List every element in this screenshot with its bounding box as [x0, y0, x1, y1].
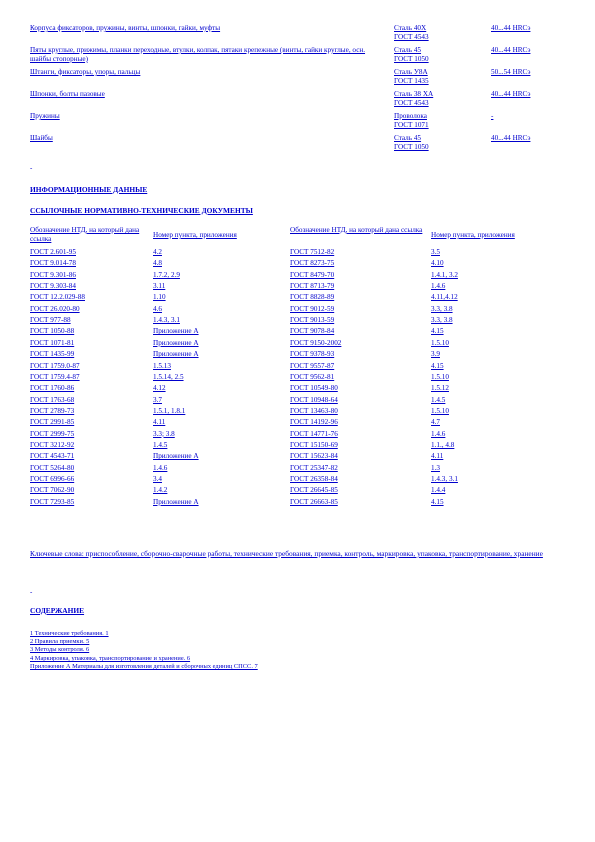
ref-item-link[interactable]: 4.8 [153, 259, 162, 268]
ref-doc-link[interactable]: ГОСТ 9078-84 [290, 327, 335, 336]
material-hardness[interactable]: 40...44 HRCэ [491, 24, 531, 32]
material-steel[interactable]: Сталь У8А [394, 68, 428, 76]
ref-item-link[interactable]: 4.11,4.12 [431, 293, 458, 302]
material-gost[interactable]: ГОСТ 1071 [394, 121, 429, 129]
ref-item-link[interactable]: 3.11 [153, 282, 166, 291]
material-steel[interactable]: Сталь 45 [394, 134, 422, 142]
info-title[interactable]: ИНФОРМАЦИОННЫЕ ДАННЫЕ [30, 185, 148, 194]
ref-doc-link[interactable]: ГОСТ 9562-81 [290, 372, 335, 381]
ref-doc-link[interactable]: ГОСТ 1435-99 [30, 350, 75, 359]
ref-doc-link[interactable]: ГОСТ 9378-93 [290, 350, 335, 359]
ref-item-link[interactable]: 4.11 [431, 452, 444, 461]
ref-item-link[interactable]: 1.4.6 [431, 282, 446, 291]
material-part[interactable]: Штанги, фиксаторы, упоры, пальцы [30, 68, 141, 76]
material-gost[interactable]: ГОСТ 4543 [394, 99, 429, 107]
ref-doc-link[interactable]: ГОСТ 8273-75 [290, 259, 335, 268]
ref-doc-link[interactable]: ГОСТ 1760-86 [30, 384, 75, 393]
ref-item-link[interactable]: 1.5.10 [431, 338, 449, 347]
bullet-marker: - [30, 164, 33, 172]
toc-item[interactable]: 4 Маркировка, упаковка, транспортирование и хранение. 6 [30, 655, 191, 662]
material-part[interactable]: Пяты круглые, прижимы, планки переходные, втулки, колпак, пятаки крепежные (винты, гайки круглые, осн. шайбы стопорные) [30, 46, 366, 63]
ref-doc-link[interactable]: ГОСТ 1071-81 [30, 338, 75, 347]
ref-item-link[interactable]: 1.1., 4.8 [431, 440, 455, 449]
ref-doc-link[interactable]: ГОСТ 2999-75 [30, 429, 75, 438]
material-hardness[interactable]: 40...44 HRCэ [491, 134, 531, 142]
ref-doc-link[interactable]: ГОСТ 8713-79 [290, 282, 335, 291]
ref-doc-link[interactable]: ГОСТ 9150-2002 [290, 338, 342, 347]
refs-header-doc-left: Обозначение НТД, на который дана ссылка [30, 226, 140, 243]
ref-item-link[interactable]: 4.12 [153, 384, 166, 393]
refs-header-doc-right: Обозначение НТД, на который дана ссылка [290, 226, 423, 234]
ref-doc-link[interactable]: ГОСТ 26645-85 [290, 486, 338, 495]
material-gost[interactable]: ГОСТ 1050 [394, 55, 429, 63]
ref-item-link[interactable]: Приложение А [153, 327, 199, 336]
ref-doc-link[interactable]: ГОСТ 5264-80 [30, 463, 75, 472]
ref-item-link[interactable]: 1.5.12 [431, 384, 449, 393]
ref-item-link[interactable]: 3.3, 3.8 [431, 316, 453, 325]
material-gost[interactable]: ГОСТ 4543 [394, 33, 429, 41]
ref-doc-link[interactable]: ГОСТ 8828-89 [290, 293, 335, 302]
ref-item-link[interactable]: 3.7 [153, 395, 162, 404]
material-steel[interactable]: Сталь 38 ХА [394, 90, 434, 98]
bullet-marker: - [30, 588, 33, 596]
ref-doc-link[interactable]: ГОСТ 25347-82 [290, 463, 338, 472]
ref-doc-link[interactable]: ГОСТ 1050-88 [30, 327, 75, 336]
material-steel[interactable]: Сталь 45 [394, 46, 422, 54]
material-steel[interactable]: Сталь 40Х [394, 24, 427, 32]
ref-item-link[interactable]: 3.5 [431, 248, 440, 256]
ref-doc-link[interactable]: ГОСТ 2991-85 [30, 418, 75, 427]
ref-doc-link[interactable]: ГОСТ 9.303-84 [30, 282, 76, 291]
toc-item[interactable]: 1 Технические требования. 1 [30, 630, 109, 637]
ref-item-link[interactable]: Приложение А [153, 338, 199, 347]
material-part[interactable]: Пружины [30, 112, 60, 120]
ref-item-link[interactable]: Приложение А [153, 350, 199, 359]
toc-item[interactable]: 3 Методы контроля. 6 [30, 646, 90, 653]
ref-doc-link[interactable]: ГОСТ 7062-90 [30, 486, 75, 495]
toc-item[interactable]: 2 Правила приемки. 5 [30, 638, 90, 645]
ref-item-link[interactable]: 4.15 [431, 497, 444, 506]
ref-doc-link[interactable]: ГОСТ 10948-64 [290, 395, 338, 404]
ref-doc-link[interactable]: ГОСТ 4543-71 [30, 452, 75, 461]
ref-item-link[interactable]: 4.7 [431, 418, 440, 427]
material-gost[interactable]: ГОСТ 1050 [394, 143, 429, 151]
material-hardness[interactable]: 40...44 HRCэ [491, 46, 531, 54]
ref-item-link[interactable]: 4.15 [431, 361, 444, 370]
material-hardness[interactable]: 40...44 HRCэ [491, 90, 531, 98]
material-gost[interactable]: ГОСТ 1435 [394, 77, 429, 85]
ref-doc-link[interactable]: ГОСТ 26.020-80 [30, 304, 80, 313]
ref-doc-link[interactable]: ГОСТ 1763-68 [30, 395, 75, 404]
ref-item-link[interactable]: 1.4.1, 3.2 [431, 270, 458, 279]
ref-doc-link[interactable]: ГОСТ 9.014-78 [30, 259, 76, 268]
ref-doc-link[interactable]: ГОСТ 15623-84 [290, 452, 338, 461]
ref-item-link[interactable]: 1.4.6 [153, 463, 168, 472]
ref-item-link[interactable]: 1.4.6 [431, 429, 446, 438]
ref-item-link[interactable]: 3.3, 3.8 [431, 304, 453, 313]
ref-doc-link[interactable]: ГОСТ 7512-82 [290, 248, 335, 256]
ref-doc-link[interactable]: ГОСТ 1759.0-87 [30, 361, 80, 370]
ref-item-link[interactable]: 1.7.2, 2.9 [153, 270, 180, 279]
ref-item-link[interactable]: 3.9 [431, 350, 440, 359]
ref-doc-link[interactable]: ГОСТ 9557-87 [290, 361, 335, 370]
toc-item[interactable]: Приложение А Материалы для изготовления деталей и сборочных единиц СПСС. 7 [30, 663, 258, 670]
ref-doc-link[interactable]: ГОСТ 10549-80 [290, 384, 338, 393]
ref-item-link[interactable]: 1.4.5 [431, 395, 446, 404]
ref-doc-link[interactable]: ГОСТ 9012-59 [290, 304, 335, 313]
ref-doc-link[interactable]: ГОСТ 15150-69 [290, 440, 338, 449]
ref-item-link[interactable]: Приложение А [153, 497, 199, 506]
material-hardness[interactable]: 50...54 HRCэ [491, 68, 531, 76]
ref-item-link[interactable]: 1.4.3, 3.1 [153, 316, 180, 325]
material-hardness[interactable]: - [491, 112, 494, 120]
ref-doc-link[interactable]: ГОСТ 14771-76 [290, 429, 338, 438]
ref-item-link[interactable]: 3.3; 3.8 [153, 429, 175, 438]
material-steel[interactable]: Проволока [394, 112, 427, 120]
ref-doc-link[interactable]: ГОСТ 7293-85 [30, 497, 75, 506]
ref-item-link[interactable]: 1.4.4 [431, 486, 446, 495]
ref-doc-link[interactable]: ГОСТ 26358-84 [290, 475, 338, 483]
ref-item-link[interactable]: 4.6 [153, 304, 162, 313]
contents-title[interactable]: СОДЕРЖАНИЕ [30, 606, 85, 615]
ref-item-link[interactable]: 4.2 [153, 248, 162, 256]
ref-doc-link[interactable]: ГОСТ 2.601-95 [30, 248, 76, 256]
keywords[interactable]: Ключевые слова: приспособление, сборочно-сварочные работы, технические требования, приемка, контроль, маркировка, упаковка, транспортирование, хранение [30, 549, 543, 558]
ref-doc-link[interactable]: ГОСТ 2789-73 [30, 406, 75, 415]
material-part[interactable]: Шпонки, болты пазовые [30, 90, 105, 98]
ref-doc-link[interactable]: ГОСТ 12.2.029-88 [30, 293, 85, 302]
ref-doc-link[interactable]: ГОСТ 13463-80 [290, 406, 338, 415]
ref-item-link[interactable]: 1.4.3, 3.1 [431, 475, 458, 483]
ref-item-link[interactable]: 4.15 [431, 327, 444, 336]
ref-item-link[interactable]: 1.3 [431, 463, 440, 472]
material-part[interactable]: Шайбы [30, 134, 53, 142]
ref-item-link[interactable]: 1.4.5 [153, 440, 168, 449]
ref-item-link[interactable]: 1.5.10 [431, 406, 449, 415]
ref-doc-link[interactable]: ГОСТ 8479-70 [290, 270, 335, 279]
ref-item-link[interactable]: 4.11 [153, 418, 166, 427]
ref-doc-link[interactable]: ГОСТ 26663-85 [290, 497, 338, 506]
ref-item-link[interactable]: 1.5.13 [153, 361, 171, 370]
ref-doc-link[interactable]: ГОСТ 14192-96 [290, 418, 338, 427]
ref-doc-link[interactable]: ГОСТ 3212-92 [30, 440, 75, 449]
ref-doc-link[interactable]: ГОСТ 6996-66 [30, 475, 75, 483]
ref-item-link[interactable]: 1.5.1, 1.8.1 [153, 406, 186, 415]
ref-item-link[interactable]: Приложение А [153, 452, 199, 461]
ref-doc-link[interactable]: ГОСТ 977-88 [30, 316, 71, 325]
ref-item-link[interactable]: 3.4 [153, 475, 162, 483]
ref-doc-link[interactable]: ГОСТ 9.301-86 [30, 270, 76, 279]
refs-title[interactable]: ССЫЛОЧНЫЕ НОРМАТИВНО-ТЕХНИЧЕСКИЕ ДОКУМЕНТЫ [30, 206, 253, 215]
ref-doc-link[interactable]: ГОСТ 1759.4-87 [30, 372, 80, 381]
ref-doc-link[interactable]: ГОСТ 9013-59 [290, 316, 335, 325]
ref-item-link[interactable]: 4.10 [431, 259, 444, 268]
ref-item-link[interactable]: 1.4.2 [153, 486, 168, 495]
refs-header-item-left: Номер пункта, приложения [153, 231, 237, 239]
ref-item-link[interactable]: 1.5.10 [431, 372, 449, 381]
refs-header-item-right: Номер пункта, приложения [431, 231, 515, 239]
ref-item-link[interactable]: 1.10 [153, 293, 166, 302]
ref-item-link[interactable]: 1.5.14, 2.5 [153, 372, 184, 381]
material-part[interactable]: Корпуса фиксаторов, пружины, винты, шпонки, гайки, муфты [30, 24, 221, 32]
